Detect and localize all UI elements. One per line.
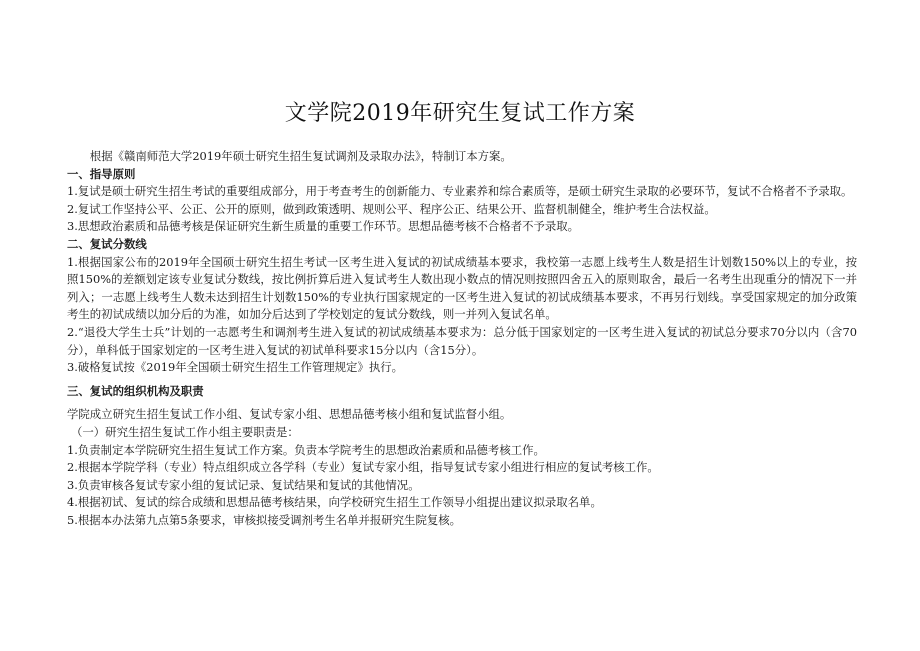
section-heading-organization: 三、复试的组织机构及职责 (67, 383, 204, 398)
principle-item: 2.复试工作坚持公平、公正、公开的原则，做到政策透明、规则公平、程序公正、结果公开、监督机制健全，维护考生合法权益。 (67, 201, 716, 216)
duty-item: 2.根据本学院学科（专业）特点组织成立各学科（专业）复试专家小组，指导复试专家小组进行相应的复试考核工作。 (67, 460, 659, 475)
duty-item: 5.根据本办法第九点第5条要求，审核拟接受调剂考生名单并报研究生院复核。 (67, 512, 462, 527)
score-line-item: 2.“退役大学生士兵”计划的一志愿考生和调剂考生进入复试的初试成绩基本要求为：总分低于国家划定的一区考生进入复试的初试总分要求70分以内（含70分），单科低于国家划定的一区考生进入复试的初试单科要求15分以内（含15分）。 (67, 324, 857, 357)
principle-item: 1.复试是硕士研究生招生考试的重要组成部分，用于考查考生的创新能力、专业素养和综合素质等，是硕士研究生录取的必要环节，复试不合格者不予录取。 (67, 184, 853, 199)
section-heading-guiding-principles: 一、指导原则 (67, 166, 136, 181)
score-line-item: 3.破格复试按《2019年全国硕士研究生招生工作管理规定》执行。 (67, 360, 404, 375)
organization-intro: 学院成立研究生招生复试工作小组、复试专家小组、思想品德考核小组和复试监督小组。 (67, 407, 512, 422)
document-body (67, 148, 857, 529)
duty-item: 3.负责审核各复试专家小组的复试记录、复试结果和复试的其他情况。 (67, 477, 420, 492)
principle-item: 3.思想政治素质和品德考核是保证研究生新生质量的重要工作环节。思想品德考核不合格者不予录取。 (67, 219, 580, 234)
duty-item: 1.负责制定本学院研究生招生复试工作方案。负责本学院考生的思想政治素质和品德考核工作。 (67, 442, 545, 457)
section-heading-score-line: 二、复试分数线 (67, 236, 147, 251)
working-group-subheading: （一）研究生招生复试工作小组主要职责是： (71, 424, 299, 439)
document-title: 文学院2019年研究生复试工作方案 (284, 101, 636, 126)
duty-item: 4.根据初试、复试的综合成绩和思想品德考核结果，向学校研究生招生工作领导小组提出建议拟录取名单。 (67, 495, 602, 510)
intro-paragraph: 根据《赣南师范大学2019年硕士研究生招生复试调剂及录取办法》，特制订本方案。 (89, 149, 512, 163)
score-line-item: 1.根据国家公布的2019年全国硕士研究生招生考试一区考生进入复试的初试成绩基本要求，我校第一志愿上线考生人数是招生计划数150%以上的专业，按照150%的差额划定该专业复试分数线，按比例折算后进入复试考生人数出现小数点的情况则按照四舍五入的原则取舍，最后一名考生出现重分的情况下一并列入；一志愿上线考生人数未达到招生计划数150%的专业执行国家规定的一区考生进入复试的初试成绩基本要求，不再另行划线。享受国家规定的加分政策考生的初试成绩以加分后的为准，如加分后达到了学校划定的复试分数线，则一并列入复试名单。 (67, 254, 857, 322)
